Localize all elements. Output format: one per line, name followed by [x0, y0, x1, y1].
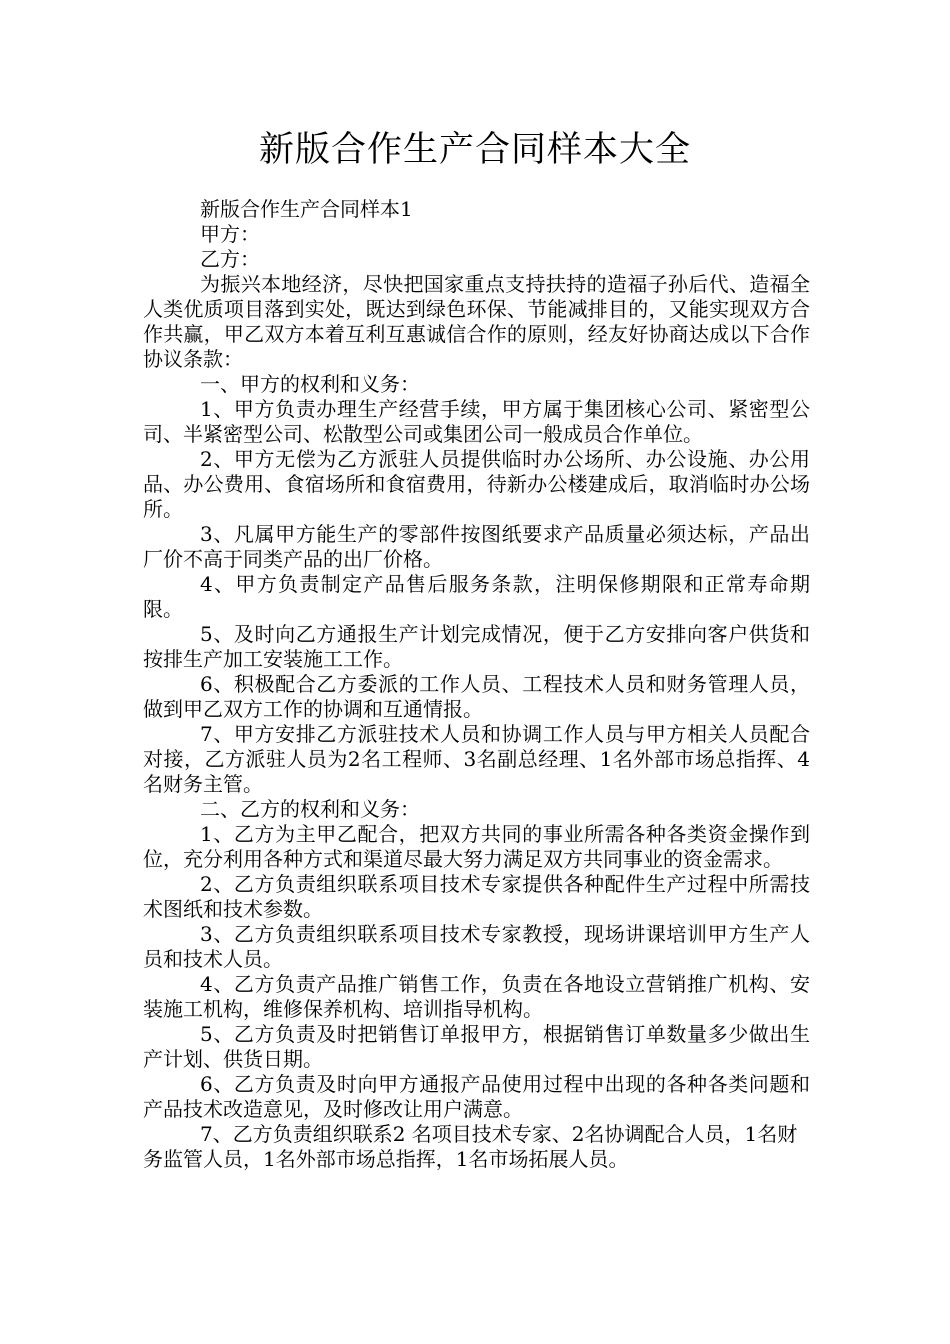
paragraph-clause: 3、乙方负责组织联系项目技术专家教授，现场讲课培训甲方生产人员和技术人员。: [143, 922, 810, 971]
document-body: [143, 197, 810, 1172]
paragraph-clause: 1、乙方为主甲乙配合，把双方共同的事业所需各种各类资金操作到位，充分利用各种方式和渠道尽最大努力满足双方共同事业的资金需求。: [143, 822, 810, 871]
paragraph-clause: 2、乙方负责组织联系项目技术专家提供各种配件生产过程中所需技术图纸和技术参数。: [143, 872, 810, 921]
paragraph-clause: 7、乙方负责组织联系2 名项目技术专家、2名协调配合人员，1名财务监管人员，1名外部市场总指挥，1名市场拓展人员。: [143, 1122, 798, 1171]
paragraph-clause: 4、甲方负责制定产品售后服务条款，注明保修期限和正常寿命期限。: [143, 572, 810, 621]
paragraph-clause: 5、及时向乙方通报生产计划完成情况，便于乙方安排向客户供货和按排生产加工安装施工工作。: [143, 622, 810, 671]
paragraph-clause: 7、甲方安排乙方派驻技术人员和协调工作人员与甲方相关人员配合对接，乙方派驻人员为2名工程师、3名副总经理、1名外部市场总指挥、4名财务主管。: [143, 722, 810, 796]
paragraph-clause: 3、凡属甲方能生产的零部件按图纸要求产品质量必须达标，产品出厂价不高于同类产品的出厂价格。: [143, 522, 810, 571]
paragraph-clause: 2、甲方无偿为乙方派驻人员提供临时办公场所、办公设施、办公用品、办公费用、食宿场所和食宿费用，待新办公楼建成后，取消临时办公场所。: [143, 447, 810, 521]
section-heading-party-b: 二、乙方的权利和义务：: [200, 797, 420, 821]
paragraph-clause: 6、积极配合乙方委派的工作人员、工程技术人员和财务管理人员，做到甲乙双方工作的协调和互通情报。: [143, 672, 810, 721]
section-heading-party-a: 一、甲方的权利和义务：: [200, 372, 420, 396]
paragraph-party-a: 甲方：: [200, 222, 260, 246]
paragraph-party-b: 乙方：: [200, 247, 260, 271]
document-title: 新版合作生产合同样本大全: [258, 130, 691, 170]
paragraph-subtitle: 新版合作生产合同样本1: [200, 197, 413, 221]
paragraph-clause: 4、乙方负责产品推广销售工作，负责在各地设立营销推广机构、安装施工机构，维修保养机构、培训指导机构。: [143, 972, 810, 1021]
paragraph-clause: 5、乙方负责及时把销售订单报甲方，根据销售订单数量多少做出生产计划、供货日期。: [143, 1022, 810, 1071]
paragraph-preamble: 为振兴本地经济，尽快把国家重点支持扶持的造福子孙后代、造福全人类优质项目落到实处，既达到绿色环保、节能减排目的，又能实现双方合作共赢，甲乙双方本着互利互惠诚信合作的原则，经友好协商达成以下合作协议条款：: [143, 272, 810, 371]
paragraph-clause: 1、甲方负责办理生产经营手续，甲方属于集团核心公司、紧密型公司、半紧密型公司、松散型公司或集团公司一般成员合作单位。: [143, 397, 810, 446]
paragraph-clause: 6、乙方负责及时向甲方通报产品使用过程中出现的各种各类问题和产品技术改造意见，及时修改让用户满意。: [143, 1072, 810, 1121]
